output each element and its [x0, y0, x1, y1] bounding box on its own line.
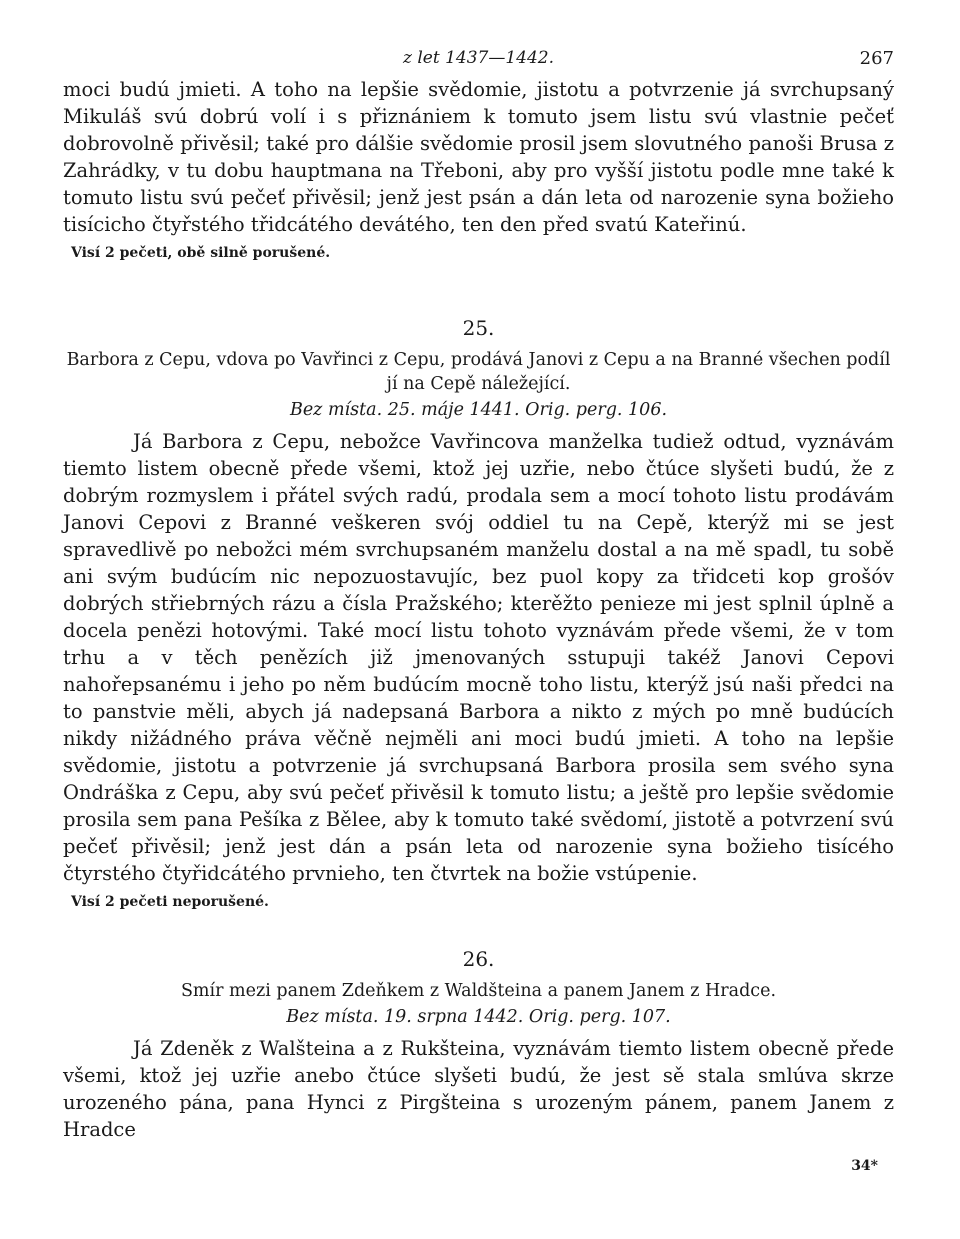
- document-text: Já Zdeněk z Walšteina a z Rukšteina, vyznávám tiemto listem obecně přede všemi, ktož jej uzřie anebo čtúce slyšeti budú, že jest sě stala smlúva skrze urozeného pána, pana Hynci z Pirgšteina s urozeným pánem, panem Janem z Hradce: [63, 1037, 894, 1141]
- seal-note: Visí 2 pečeti neporušené.: [71, 894, 269, 910]
- document-number: 26.: [462, 947, 495, 971]
- document-regest: Barbora z Cepu, vdova po Vavřinci z Cepu, prodává Janovi z Cepu a na Branné všechen podíl jí na Cepě náležející.: [66, 350, 891, 394]
- seal-note: Visí 2 pečeti, obě silně porušené.: [71, 245, 331, 261]
- running-head: [63, 44, 894, 76]
- page-number: 267: [859, 48, 894, 69]
- document-dating: Bez místa. 25. máje 1441. Orig. perg. 106.: [289, 400, 668, 420]
- document-dating: Bez místa. 19. srpna 1442. Orig. perg. 107.: [286, 1007, 671, 1027]
- continuation-paragraph: moci budú jmieti. A toho na lepšie svědomie, jistotu a potvrzenie já svrchupsaný Mikuláš svú dobrú volí i s přiznániem k tomuto jsem listu svú vlastnie pečeť dobrovolně přivěsil; také pro dálšie svědomie prosil jsem slovutného panoši Brusa z Zahrádky, v tu dobu hauptmana na Třeboni, aby pro vyšší jistotu podle mne také k tomuto listu svú pečeť přivěsil; jenž jest psán a dán leta od narozenie syna božieho tisícicho čtyřstého třidcátého devátého, ten den před svatú Kateřinú.: [63, 78, 894, 236]
- document-text: Já Barbora z Cepu, nebožce Vavřincova manželka tudiež odtud, vyznávám tiemto listem obecně přede všemi, ktož jej uzřie, nebo čtúce slyšeti budú, že z dobrým rozmyslem i přátel svých radú, prodala sem a mocí tohoto listu prodávám Janovi Cepovi z Branné veškeren svój oddiel tu na Cepě, kterýž mi se jest spravedlivě po nebožci mém svrchupsaném manželu dostal a na mě spadl, tu sobě ani svým budúcím nic nepozuostavujíc, bez puol kopy za třidceti kop grošóv dobrých střiebrných rázu a čísla Pražského; kterěžto penieze mi jest splnil úplně a docela penězi hotovými. Také mocí listu tohoto vyznávám přede všemi, že v tom trhu a v těch penězích již jmenovaných sstupuji takéž Janovi Cepovi nahořepsanému i jeho po něm budúcím mocně toho listu, kterýž jsú naši předci na to panstvie měli, abych já nadepsaná Barbora a nikto z mých po mně budúcích nikdy nižádného práva věčně nejměli ani moci budú jmieti. A toho na lepšie svědomie, jistotu a potvrzenie já svrchupsaná Barbora prosila sem svého syna Ondráška z Cepu, aby svú pečeť přivěsil k tomuto listu; a ještě pro lepšie svědomie prosila sem pana Pešíka z Bělee, aby k tomuto také svědomí, jistotě a potvrzení svú pečeť přivěsil; jenž jest dán a psán leta od narozenie syna božieho tisícého čtyrstého čtyřidcátého prvnieho, ten čtvrtek na božie vstúpenie.: [63, 430, 894, 885]
- document-number: 25.: [462, 316, 495, 340]
- document-regest: Smír mezi panem Zdeňkem z Waldšteina a panem Janem z Hradce.: [180, 981, 777, 1001]
- signature-mark: 34*: [851, 1158, 878, 1174]
- running-title: z let 1437—1442.: [402, 48, 555, 68]
